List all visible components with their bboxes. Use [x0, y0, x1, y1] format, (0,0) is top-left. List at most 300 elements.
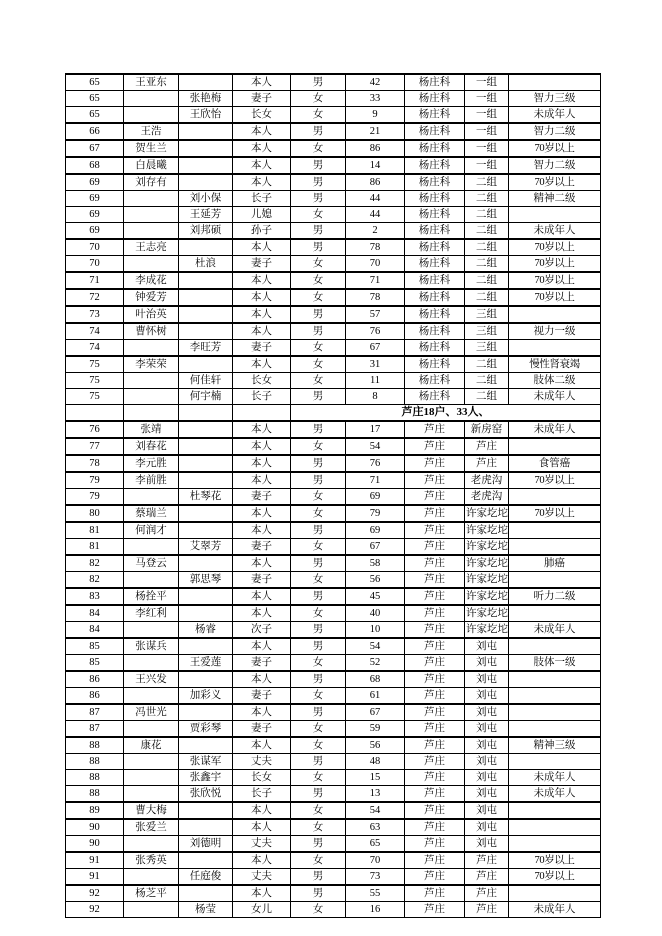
cell-relation[interactable]: 本人: [233, 323, 291, 340]
table-row[interactable]: [66, 289, 601, 306]
cell-village[interactable]: 芦庄: [405, 505, 465, 522]
cell-member-name[interactable]: [179, 605, 233, 622]
cell-age[interactable]: 33: [346, 91, 405, 107]
cell-relation[interactable]: 妻子: [233, 688, 291, 705]
cell-group[interactable]: 芦庄: [465, 869, 509, 886]
cell-group[interactable]: 一组: [465, 107, 509, 124]
cell-village[interactable]: 杨庄科: [405, 174, 465, 191]
cell-village[interactable]: 芦庄: [405, 885, 465, 902]
cell-relation[interactable]: 本人: [233, 737, 291, 754]
cell-group[interactable]: 二组: [465, 373, 509, 389]
cell-sex[interactable]: 男: [291, 323, 346, 340]
cell-sex[interactable]: 女: [291, 356, 346, 373]
cell-age[interactable]: 68: [346, 671, 405, 688]
cell-note[interactable]: [509, 754, 601, 770]
cell-relation[interactable]: 本人: [233, 421, 291, 438]
cell-household-id[interactable]: 81: [66, 539, 124, 556]
table-row[interactable]: [66, 123, 601, 140]
cell-village[interactable]: 芦庄: [405, 638, 465, 655]
cell-note[interactable]: [509, 885, 601, 902]
cell-member-name[interactable]: [179, 323, 233, 340]
cell-relation[interactable]: 妻子: [233, 489, 291, 506]
cell-household-id[interactable]: 86: [66, 671, 124, 688]
cell-relation[interactable]: 女儿: [233, 902, 291, 918]
cell-group[interactable]: 芦庄: [465, 455, 509, 472]
cell-head-name[interactable]: 李成花: [124, 272, 179, 289]
cell-village[interactable]: 芦庄: [405, 539, 465, 556]
cell-head-name[interactable]: [124, 191, 179, 207]
table-row[interactable]: [66, 802, 601, 819]
cell-sex[interactable]: 男: [291, 555, 346, 572]
cell-member-name[interactable]: 王爱莲: [179, 655, 233, 672]
cell-household-id[interactable]: 77: [66, 438, 124, 455]
cell-sex[interactable]: 女: [291, 340, 346, 357]
cell-head-name[interactable]: 何润才: [124, 522, 179, 539]
cell-note[interactable]: [509, 836, 601, 853]
cell-group[interactable]: 刘屯: [465, 655, 509, 672]
cell-member-name[interactable]: 何宇楠: [179, 389, 233, 405]
cell-head-name[interactable]: 王浩: [124, 123, 179, 140]
cell-head-name[interactable]: 李前胜: [124, 472, 179, 489]
cell-head-name[interactable]: 贺生兰: [124, 140, 179, 157]
cell-relation[interactable]: 妻子: [233, 655, 291, 672]
cell-village[interactable]: 芦庄: [405, 836, 465, 853]
cell-sex[interactable]: 女: [291, 572, 346, 589]
cell-sex[interactable]: 男: [291, 622, 346, 639]
table-row[interactable]: [66, 306, 601, 323]
cell-group[interactable]: 芦庄: [465, 438, 509, 455]
cell-head-name[interactable]: 李荣荣: [124, 356, 179, 373]
cell-household-id[interactable]: 65: [66, 91, 124, 107]
cell-note[interactable]: [509, 207, 601, 223]
cell-member-name[interactable]: 杜琴花: [179, 489, 233, 506]
cell-head-name[interactable]: [124, 836, 179, 853]
table-row[interactable]: [66, 605, 601, 622]
cell-relation[interactable]: 本人: [233, 123, 291, 140]
cell-relation[interactable]: 本人: [233, 555, 291, 572]
cell-age[interactable]: 54: [346, 802, 405, 819]
cell-member-name[interactable]: [179, 74, 233, 91]
cell-group[interactable]: 许家圪坨: [465, 555, 509, 572]
cell-sex[interactable]: 男: [291, 421, 346, 438]
cell-age[interactable]: 10: [346, 622, 405, 639]
cell-relation[interactable]: 本人: [233, 588, 291, 605]
cell-age[interactable]: 17: [346, 421, 405, 438]
table-row[interactable]: [66, 572, 601, 589]
cell-note[interactable]: 70岁以上: [509, 256, 601, 273]
cell-head-name[interactable]: [124, 389, 179, 405]
cell-head-name[interactable]: [124, 572, 179, 589]
cell-sex[interactable]: 女: [291, 373, 346, 389]
cell-member-name[interactable]: [179, 819, 233, 836]
cell-sex[interactable]: 男: [291, 389, 346, 405]
cell-note[interactable]: 肢体二级: [509, 373, 601, 389]
cell-household-id[interactable]: 84: [66, 605, 124, 622]
cell-age[interactable]: 52: [346, 655, 405, 672]
cell-member-name[interactable]: [179, 885, 233, 902]
cell-note[interactable]: 智力二级: [509, 157, 601, 174]
cell-head-name[interactable]: 李红利: [124, 605, 179, 622]
summary-row[interactable]: [66, 405, 601, 422]
cell-village[interactable]: 杨庄科: [405, 91, 465, 107]
cell-household-id[interactable]: 85: [66, 638, 124, 655]
cell-group[interactable]: 二组: [465, 256, 509, 273]
table-row[interactable]: [66, 786, 601, 803]
cell-household-id[interactable]: 92: [66, 885, 124, 902]
table-row[interactable]: [66, 373, 601, 389]
cell-age[interactable]: 48: [346, 754, 405, 770]
cell-household-id[interactable]: 91: [66, 869, 124, 886]
table-row[interactable]: [66, 902, 601, 918]
table-row[interactable]: [66, 555, 601, 572]
cell-household-id[interactable]: 73: [66, 306, 124, 323]
cell-sex[interactable]: 女: [291, 721, 346, 738]
cell-household-id[interactable]: 69: [66, 207, 124, 223]
cell-relation[interactable]: 妻子: [233, 340, 291, 357]
table-row[interactable]: [66, 272, 601, 289]
cell-sex[interactable]: 女: [291, 289, 346, 306]
cell-age[interactable]: 44: [346, 207, 405, 223]
table-row[interactable]: [66, 223, 601, 240]
cell-note[interactable]: [509, 721, 601, 738]
cell-age[interactable]: 54: [346, 438, 405, 455]
cell-sex[interactable]: 男: [291, 588, 346, 605]
cell-group[interactable]: 老虎沟: [465, 489, 509, 506]
cell-group[interactable]: 许家圪坨: [465, 572, 509, 589]
cell-relation[interactable]: 次子: [233, 622, 291, 639]
cell-head-name[interactable]: 杨芝平: [124, 885, 179, 902]
cell-age[interactable]: 15: [346, 770, 405, 786]
cell-member-name[interactable]: [179, 239, 233, 256]
cell-head-name[interactable]: 李元胜: [124, 455, 179, 472]
table-row[interactable]: [66, 323, 601, 340]
table-row[interactable]: [66, 655, 601, 672]
cell-village[interactable]: 杨庄科: [405, 272, 465, 289]
cell-note[interactable]: 慢性肾衰竭: [509, 356, 601, 373]
cell-member-name[interactable]: 张欣悦: [179, 786, 233, 803]
cell-village[interactable]: 杨庄科: [405, 289, 465, 306]
cell-household-id[interactable]: 76: [66, 421, 124, 438]
cell-group[interactable]: 新房窑: [465, 421, 509, 438]
cell-village[interactable]: 杨庄科: [405, 356, 465, 373]
cell-group[interactable]: 芦庄: [465, 902, 509, 918]
cell-member-name[interactable]: 杨睿: [179, 622, 233, 639]
table-row[interactable]: [66, 472, 601, 489]
cell-relation[interactable]: 本人: [233, 638, 291, 655]
cell-member-name[interactable]: [179, 522, 233, 539]
cell-household-id[interactable]: 91: [66, 852, 124, 869]
cell-note[interactable]: [509, 704, 601, 721]
cell-sex[interactable]: 女: [291, 655, 346, 672]
cell-note[interactable]: 未成年人: [509, 622, 601, 639]
cell-head-name[interactable]: 王兴发: [124, 671, 179, 688]
cell-note[interactable]: 70岁以上: [509, 869, 601, 886]
cell-head-name[interactable]: [124, 489, 179, 506]
cell-village[interactable]: 杨庄科: [405, 157, 465, 174]
cell-head-name[interactable]: [124, 754, 179, 770]
cell-sex[interactable]: 女: [291, 140, 346, 157]
cell-sex[interactable]: 男: [291, 239, 346, 256]
table-row[interactable]: [66, 140, 601, 157]
cell-household-id[interactable]: 72: [66, 289, 124, 306]
cell-sex[interactable]: 男: [291, 223, 346, 240]
cell-sex[interactable]: 男: [291, 638, 346, 655]
cell-group[interactable]: 一组: [465, 140, 509, 157]
cell-village[interactable]: 芦庄: [405, 786, 465, 803]
cell-member-name[interactable]: [179, 704, 233, 721]
cell-village[interactable]: 杨庄科: [405, 306, 465, 323]
cell-village[interactable]: 芦庄: [405, 802, 465, 819]
cell-household-id[interactable]: 69: [66, 174, 124, 191]
cell-member-name[interactable]: [179, 638, 233, 655]
cell-note[interactable]: [509, 438, 601, 455]
table-row[interactable]: [66, 671, 601, 688]
cell-sex[interactable]: 女: [291, 770, 346, 786]
cell-age[interactable]: 16: [346, 902, 405, 918]
table-row[interactable]: [66, 389, 601, 405]
cell-group[interactable]: 二组: [465, 223, 509, 240]
cell-sex[interactable]: 女: [291, 505, 346, 522]
cell-head-name[interactable]: [124, 622, 179, 639]
cell-age[interactable]: 55: [346, 885, 405, 902]
table-row[interactable]: [66, 539, 601, 556]
cell-sex[interactable]: 男: [291, 704, 346, 721]
cell-note[interactable]: 70岁以上: [509, 140, 601, 157]
table-row[interactable]: [66, 688, 601, 705]
cell-note[interactable]: 70岁以上: [509, 852, 601, 869]
cell-head-name[interactable]: [124, 539, 179, 556]
cell-sex[interactable]: 女: [291, 802, 346, 819]
cell-sex[interactable]: 女: [291, 438, 346, 455]
cell-member-name[interactable]: [179, 306, 233, 323]
cell-age[interactable]: 2: [346, 223, 405, 240]
cell-relation[interactable]: 本人: [233, 671, 291, 688]
cell-age[interactable]: 70: [346, 256, 405, 273]
cell-sex[interactable]: 男: [291, 74, 346, 91]
cell-village[interactable]: 杨庄科: [405, 191, 465, 207]
cell-age[interactable]: 69: [346, 522, 405, 539]
cell-relation[interactable]: 本人: [233, 239, 291, 256]
cell-age[interactable]: 57: [346, 306, 405, 323]
cell-age[interactable]: 59: [346, 721, 405, 738]
cell-member-name[interactable]: 刘邦硕: [179, 223, 233, 240]
cell-village[interactable]: 芦庄: [405, 704, 465, 721]
cell-note[interactable]: 食管癌: [509, 455, 601, 472]
cell-note[interactable]: 未成年人: [509, 902, 601, 918]
cell-head-name[interactable]: 张爱兰: [124, 819, 179, 836]
cell-village[interactable]: 芦庄: [405, 852, 465, 869]
cell-head-name[interactable]: 张谋兵: [124, 638, 179, 655]
cell-group[interactable]: 许家圪坨: [465, 588, 509, 605]
cell-age[interactable]: 70: [346, 852, 405, 869]
cell-member-name[interactable]: [179, 289, 233, 306]
cell-head-name[interactable]: 叶治英: [124, 306, 179, 323]
cell-group[interactable]: 刘屯: [465, 754, 509, 770]
cell-relation[interactable]: 本人: [233, 885, 291, 902]
cell-head-name[interactable]: 杨拴平: [124, 588, 179, 605]
cell-group[interactable]: 刘屯: [465, 802, 509, 819]
cell-age[interactable]: 67: [346, 539, 405, 556]
cell-head-name[interactable]: [124, 770, 179, 786]
cell-note[interactable]: [509, 539, 601, 556]
cell-member-name[interactable]: [179, 555, 233, 572]
summary-blank-cell[interactable]: [179, 405, 233, 422]
cell-group[interactable]: 二组: [465, 389, 509, 405]
cell-age[interactable]: 76: [346, 455, 405, 472]
cell-village[interactable]: 芦庄: [405, 472, 465, 489]
cell-relation[interactable]: 妻子: [233, 539, 291, 556]
cell-sex[interactable]: 女: [291, 272, 346, 289]
cell-sex[interactable]: 女: [291, 605, 346, 622]
cell-note[interactable]: 肺癌: [509, 555, 601, 572]
cell-age[interactable]: 42: [346, 74, 405, 91]
cell-note[interactable]: [509, 819, 601, 836]
cell-head-name[interactable]: [124, 107, 179, 124]
cell-age[interactable]: 67: [346, 340, 405, 357]
cell-household-id[interactable]: 88: [66, 754, 124, 770]
cell-head-name[interactable]: [124, 902, 179, 918]
cell-group[interactable]: 芦庄: [465, 852, 509, 869]
cell-relation[interactable]: 本人: [233, 289, 291, 306]
cell-note[interactable]: [509, 688, 601, 705]
cell-group[interactable]: 二组: [465, 289, 509, 306]
cell-head-name[interactable]: [124, 256, 179, 273]
cell-head-name[interactable]: 钟爱芳: [124, 289, 179, 306]
cell-village[interactable]: 芦庄: [405, 588, 465, 605]
cell-household-id[interactable]: 71: [66, 272, 124, 289]
cell-member-name[interactable]: [179, 852, 233, 869]
cell-sex[interactable]: 女: [291, 902, 346, 918]
cell-note[interactable]: 视力一级: [509, 323, 601, 340]
cell-note[interactable]: 70岁以上: [509, 289, 601, 306]
cell-note[interactable]: [509, 605, 601, 622]
cell-sex[interactable]: 男: [291, 157, 346, 174]
cell-member-name[interactable]: [179, 421, 233, 438]
cell-group[interactable]: 刘屯: [465, 671, 509, 688]
table-row[interactable]: [66, 638, 601, 655]
cell-head-name[interactable]: 王亚东: [124, 74, 179, 91]
cell-age[interactable]: 56: [346, 737, 405, 754]
cell-village[interactable]: 杨庄科: [405, 107, 465, 124]
cell-age[interactable]: 8: [346, 389, 405, 405]
cell-note[interactable]: [509, 306, 601, 323]
cell-household-id[interactable]: 89: [66, 802, 124, 819]
cell-note[interactable]: [509, 74, 601, 91]
cell-sex[interactable]: 女: [291, 819, 346, 836]
cell-household-id[interactable]: 84: [66, 622, 124, 639]
cell-group[interactable]: 刘屯: [465, 688, 509, 705]
table-row[interactable]: [66, 256, 601, 273]
table-row[interactable]: [66, 489, 601, 506]
cell-relation[interactable]: 长女: [233, 373, 291, 389]
cell-age[interactable]: 69: [346, 489, 405, 506]
cell-village[interactable]: 芦庄: [405, 688, 465, 705]
cell-group[interactable]: 二组: [465, 356, 509, 373]
cell-village[interactable]: 杨庄科: [405, 223, 465, 240]
cell-household-id[interactable]: 80: [66, 505, 124, 522]
cell-sex[interactable]: 男: [291, 455, 346, 472]
cell-member-name[interactable]: 何佳轩: [179, 373, 233, 389]
cell-household-id[interactable]: 82: [66, 555, 124, 572]
table-row[interactable]: [66, 588, 601, 605]
cell-head-name[interactable]: 马登云: [124, 555, 179, 572]
table-row[interactable]: [66, 770, 601, 786]
cell-village[interactable]: 芦庄: [405, 737, 465, 754]
cell-member-name[interactable]: 任庭俊: [179, 869, 233, 886]
cell-age[interactable]: 21: [346, 123, 405, 140]
cell-sex[interactable]: 男: [291, 472, 346, 489]
cell-age[interactable]: 79: [346, 505, 405, 522]
cell-group[interactable]: 芦庄: [465, 885, 509, 902]
cell-sex[interactable]: 男: [291, 522, 346, 539]
cell-age[interactable]: 13: [346, 786, 405, 803]
cell-age[interactable]: 71: [346, 472, 405, 489]
cell-head-name[interactable]: [124, 223, 179, 240]
cell-village[interactable]: 杨庄科: [405, 140, 465, 157]
table-row[interactable]: [66, 107, 601, 124]
cell-relation[interactable]: 本人: [233, 605, 291, 622]
cell-member-name[interactable]: [179, 802, 233, 819]
cell-household-id[interactable]: 75: [66, 356, 124, 373]
cell-relation[interactable]: 本人: [233, 505, 291, 522]
cell-group[interactable]: 许家圪坨: [465, 505, 509, 522]
cell-age[interactable]: 44: [346, 191, 405, 207]
table-row[interactable]: [66, 455, 601, 472]
cell-member-name[interactable]: [179, 505, 233, 522]
cell-note[interactable]: 未成年人: [509, 389, 601, 405]
cell-relation[interactable]: 本人: [233, 522, 291, 539]
cell-group[interactable]: 许家圪坨: [465, 539, 509, 556]
cell-village[interactable]: 芦庄: [405, 902, 465, 918]
cell-relation[interactable]: 本人: [233, 472, 291, 489]
cell-relation[interactable]: 长女: [233, 770, 291, 786]
cell-sex[interactable]: 女: [291, 256, 346, 273]
cell-village[interactable]: 杨庄科: [405, 323, 465, 340]
cell-household-id[interactable]: 68: [66, 157, 124, 174]
cell-relation[interactable]: 丈夫: [233, 836, 291, 853]
cell-head-name[interactable]: [124, 721, 179, 738]
table-row[interactable]: [66, 91, 601, 107]
cell-group[interactable]: 刘屯: [465, 737, 509, 754]
cell-head-name[interactable]: 张靖: [124, 421, 179, 438]
cell-household-id[interactable]: 69: [66, 223, 124, 240]
cell-head-name[interactable]: [124, 786, 179, 803]
cell-age[interactable]: 56: [346, 572, 405, 589]
cell-head-name[interactable]: 康花: [124, 737, 179, 754]
cell-household-id[interactable]: 87: [66, 721, 124, 738]
cell-sex[interactable]: 男: [291, 885, 346, 902]
cell-village[interactable]: 芦庄: [405, 819, 465, 836]
cell-village[interactable]: 芦庄: [405, 421, 465, 438]
table-row[interactable]: [66, 505, 601, 522]
cell-member-name[interactable]: [179, 671, 233, 688]
cell-group[interactable]: 二组: [465, 174, 509, 191]
cell-household-id[interactable]: 79: [66, 489, 124, 506]
cell-group[interactable]: 许家圪坨: [465, 522, 509, 539]
cell-member-name[interactable]: [179, 588, 233, 605]
table-row[interactable]: [66, 852, 601, 869]
cell-village[interactable]: 芦庄: [405, 655, 465, 672]
table-row[interactable]: [66, 356, 601, 373]
cell-member-name[interactable]: [179, 272, 233, 289]
cell-note[interactable]: 70岁以上: [509, 472, 601, 489]
cell-age[interactable]: 65: [346, 836, 405, 853]
cell-age[interactable]: 86: [346, 140, 405, 157]
cell-group[interactable]: 一组: [465, 91, 509, 107]
cell-age[interactable]: 78: [346, 289, 405, 306]
cell-note[interactable]: 精神三级: [509, 737, 601, 754]
cell-note[interactable]: 70岁以上: [509, 505, 601, 522]
